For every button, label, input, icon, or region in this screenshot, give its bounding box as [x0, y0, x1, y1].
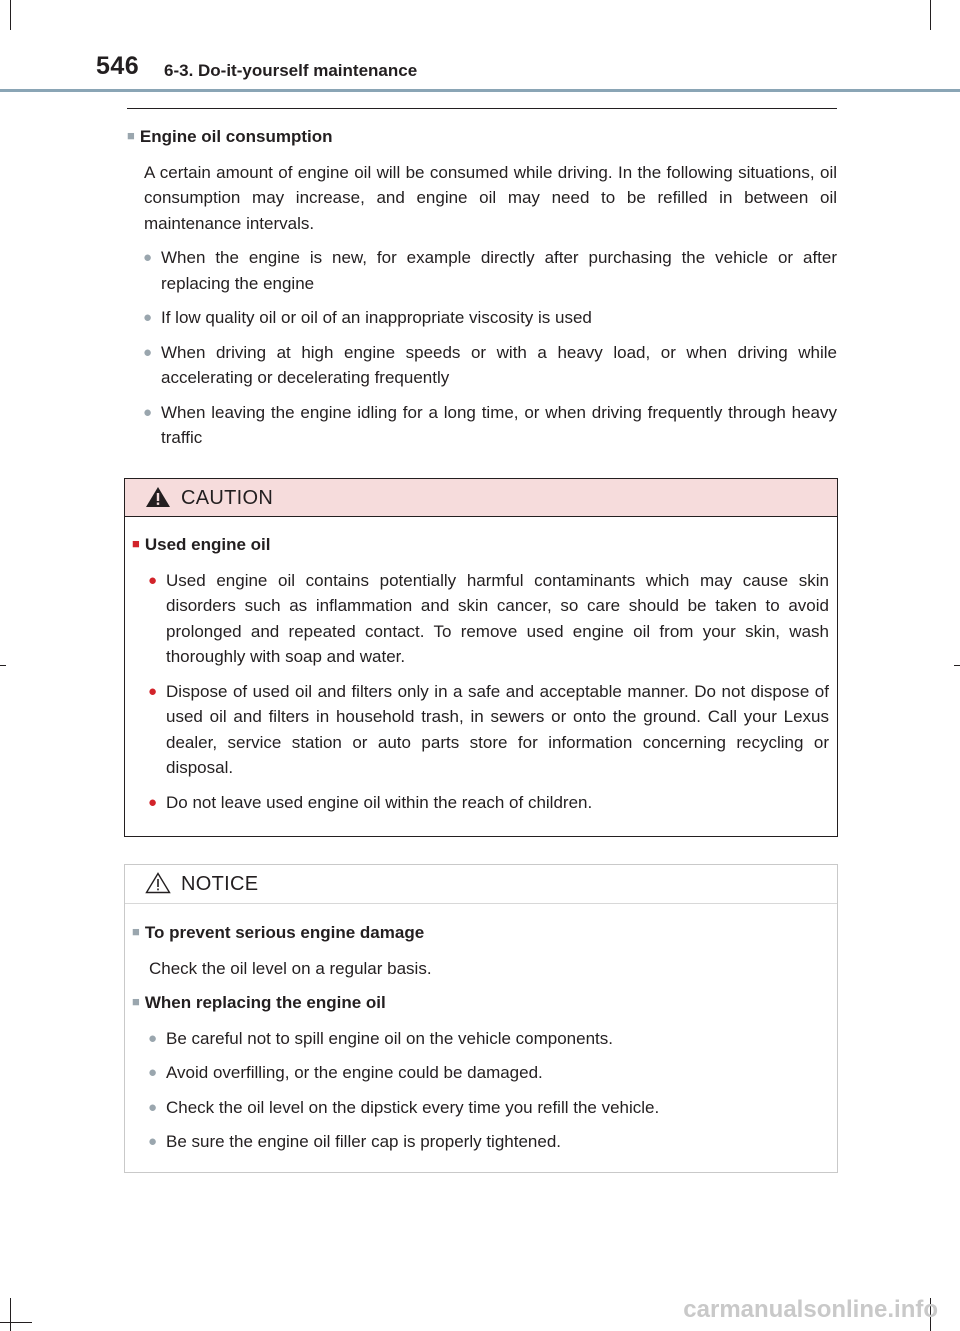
caution-body: [132, 532, 829, 815]
list-item: ● When driving at high engine speeds or with a heavy load, or when driving while accelerating or decelerating frequently: [127, 340, 837, 391]
intro-paragraph: A certain amount of engine oil will be consumed while driving. In the following situations, oil consumption may increase, and engine oil may need to be refilled in between oil maintenance intervals.: [144, 162, 837, 233]
notice-body: [132, 920, 829, 1155]
list-item: ● Check the oil level on the dipstick every time you refill the vehicle.: [132, 1095, 829, 1121]
page-number: 546: [96, 52, 140, 80]
list-item: ● Dispose of used oil and filters only in a safe and acceptable manner. Do not dispose of used oil and filters in household trash, in sewers or onto the ground. Call your Lexus dealer, service station or auto parts store for information concerning recycling or disposal.: [132, 679, 829, 781]
list-item: ● When leaving the engine idling for a long time, or when driving frequently through heavy traffic: [127, 400, 837, 451]
circle-bullet-icon: ●: [148, 1098, 158, 1116]
notice-heading: ■ When replacing the engine oil: [132, 993, 386, 1012]
list-item: ● Used engine oil contains potentially harmful contaminants which may cause skin disorders such as inflammation and skin cancer, so care should be taken to avoid prolonged and repeated contact. To remove used engine oil from your skin, wash thoroughly with soap and water.: [132, 568, 829, 670]
caution-header: [125, 479, 837, 517]
square-bullet-icon: ■: [132, 924, 140, 939]
square-bullet-icon: ■: [132, 536, 140, 551]
caution-heading: ■ Used engine oil: [132, 535, 271, 554]
footer-watermark: carmanualsonline.info: [683, 1296, 938, 1323]
warning-icon: [145, 486, 171, 508]
crop-mark: [930, 0, 931, 30]
list-item: ● When the engine is new, for example directly after purchasing the vehicle or after replacing the engine: [127, 245, 837, 296]
notice-warning-icon: [145, 872, 171, 894]
notice-title: NOTICE: [181, 873, 259, 895]
caution-title: CAUTION: [181, 487, 274, 509]
circle-bullet-icon: ●: [143, 309, 153, 326]
notice-paragraph: Check the oil level on a regular basis.: [149, 958, 432, 978]
circle-bullet-icon: ●: [148, 793, 158, 811]
notice-heading: ■ To prevent serious engine damage: [132, 923, 425, 942]
section-title: 6-3. Do-it-yourself maintenance: [164, 61, 418, 80]
caution-box: [124, 478, 838, 837]
top-rule: [127, 108, 837, 109]
crop-mark: [10, 1298, 11, 1331]
list-item: ● If low quality oil or oil of an inappropriate viscosity is used: [127, 305, 837, 331]
main-content: [127, 124, 837, 451]
notice-header: [125, 865, 837, 904]
list-item: ● Do not leave used engine oil within the reach of children.: [132, 790, 829, 816]
circle-bullet-icon: ●: [148, 682, 158, 700]
list-item: ● Avoid overfilling, or the engine could be damaged.: [132, 1060, 829, 1086]
circle-bullet-icon: ●: [148, 571, 158, 589]
list-item: ● Be careful not to spill engine oil on the vehicle components.: [132, 1026, 829, 1052]
crop-mark: [10, 0, 11, 30]
crop-mark: [0, 1322, 32, 1323]
list-item: ● Be sure the engine oil filler cap is properly tightened.: [132, 1129, 829, 1155]
circle-bullet-icon: ●: [148, 1029, 158, 1047]
square-bullet-icon: ■: [127, 128, 135, 143]
circle-bullet-icon: ●: [143, 249, 153, 266]
header-rule: [0, 89, 960, 92]
crop-mark: [954, 665, 960, 666]
circle-bullet-icon: ●: [143, 343, 153, 361]
circle-bullet-icon: ●: [148, 1133, 158, 1150]
circle-bullet-icon: ●: [143, 403, 153, 421]
notice-box: [124, 864, 838, 1173]
crop-mark: [0, 665, 6, 666]
square-bullet-icon: ■: [132, 994, 140, 1009]
circle-bullet-icon: ●: [148, 1064, 158, 1081]
section-heading: ■ Engine oil consumption: [127, 127, 333, 146]
